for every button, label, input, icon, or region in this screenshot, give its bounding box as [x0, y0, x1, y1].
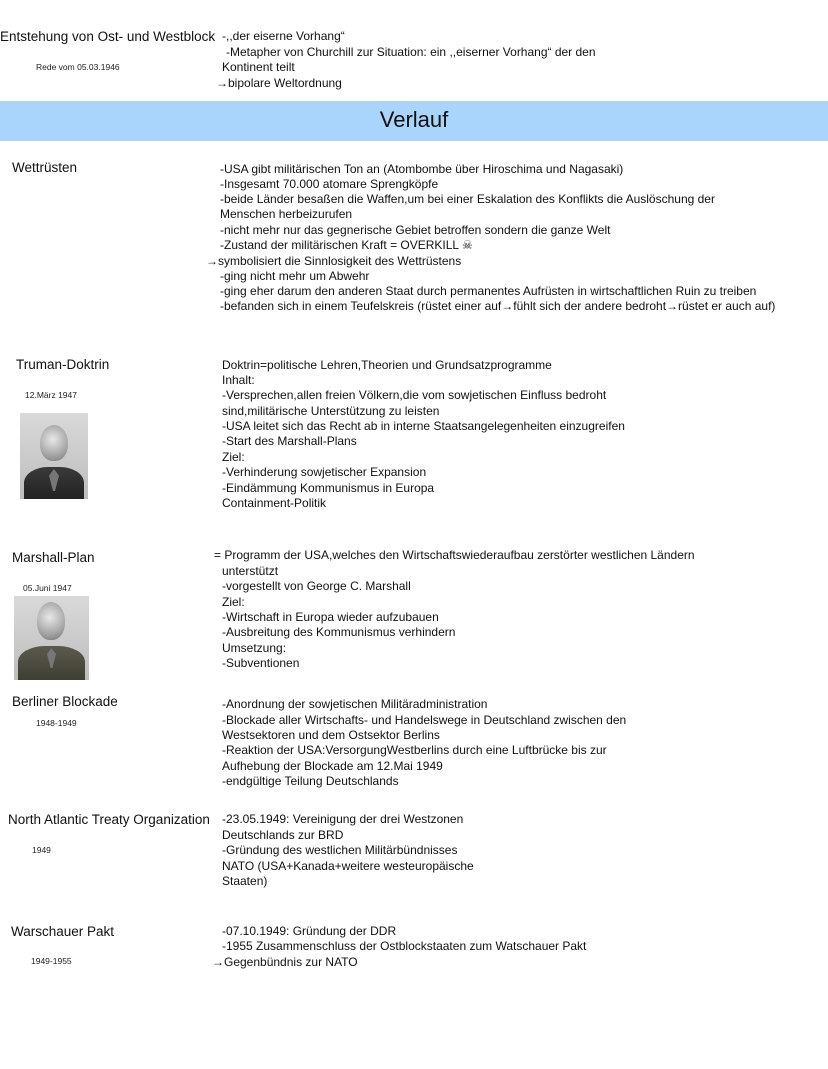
intro-date: Rede vom 05.03.1946 — [36, 62, 120, 72]
marshall-portrait — [14, 596, 89, 680]
section-line: Inhalt: — [222, 373, 255, 387]
section-line: →Gegenbündnis zur NATO — [212, 955, 358, 969]
section-line: -Anordnung der sowjetischen Militäradministration — [222, 697, 488, 711]
truman-portrait — [20, 413, 88, 499]
section-line: Staaten) — [222, 874, 268, 888]
section-line: Deutschlands zur BRD — [222, 828, 344, 842]
section-line: -Blockade aller Wirtschafts- und Handelswege in Deutschland zwischen den — [222, 713, 627, 727]
section-line: Umsetzung: — [222, 641, 287, 655]
section-date: 1949 — [32, 845, 51, 855]
section-line: -Ausbreitung des Kommunismus verhindern — [222, 625, 456, 639]
section-line: NATO (USA+Kanada+weitere westeuropäische — [222, 859, 474, 873]
section-line: -Insgesamt 70.000 atomare Sprengköpfe — [220, 177, 439, 191]
section-line: unterstützt — [222, 564, 279, 578]
section-line: -ging eher darum den anderen Staat durch permanentes Aufrüsten in wirtschaftlichen Ruin zu treiben — [220, 284, 757, 298]
section-line: -Versprechen,allen freien Völkern,die vom sowjetischen Einfluss bedroht — [222, 388, 607, 402]
section-date: 12.März 1947 — [25, 390, 77, 400]
section-line: -beide Länder besaßen die Waffen,um bei einer Eskalation des Konflikts die Auslöschung der — [220, 192, 715, 206]
section-line: sind,militärische Unterstützung zu leisten — [222, 404, 440, 418]
section-date: 05.Juni 1947 — [23, 583, 72, 593]
intro-line: →bipolare Weltordnung — [216, 76, 342, 90]
banner-title: Verlauf — [379, 107, 449, 132]
section-line: = Programm der USA,welches den Wirtschaftswiederaufbau zerstörter westlichen Ländern — [214, 548, 695, 562]
section-line: -23.05.1949: Vereinigung der drei Westzonen — [222, 812, 464, 826]
section-line: -Verhinderung sowjetischer Expansion — [222, 465, 427, 479]
section-line: -endgültige Teilung Deutschlands — [222, 774, 399, 788]
section-line: -USA gibt militärischen Ton an (Atombombe über Hiroschima und Nagasaki) — [220, 162, 624, 176]
intro-title: Entstehung von Ost- und Westblock — [0, 29, 216, 44]
section-line: Westsektoren und dem Ostsektor Berlins — [222, 728, 440, 742]
section-line: -ging nicht mehr um Abwehr — [220, 269, 370, 283]
section-title-truman-doktrin: Truman-Doktrin — [16, 357, 110, 372]
section-line: →symbolisiert die Sinnlosigkeit des Wettrüstens — [206, 254, 462, 268]
section-line: Containment-Politik — [222, 496, 327, 510]
section-line: Ziel: — [222, 450, 245, 464]
section-title-marshall-plan: Marshall-Plan — [12, 550, 95, 565]
section-line: -USA leitet sich das Recht ab in interne Staatsangelegenheiten einzugreifen — [222, 419, 625, 433]
section-line: -Eindämmung Kommunismus in Europa — [222, 481, 435, 495]
section-line: Menschen herbeizurufen — [220, 207, 353, 221]
section-line: -Wirtschaft in Europa wieder aufzubauen — [222, 610, 439, 624]
section-line: Aufhebung der Blockade am 12.Mai 1949 — [222, 759, 443, 773]
section-date: 1948-1949 — [36, 718, 77, 728]
section-line: -vorgestellt von George C. Marshall — [222, 579, 411, 593]
section-line: -1955 Zusammenschluss der Ostblockstaaten zum Watschauer Pakt — [222, 939, 587, 953]
intro-line: Kontinent teilt — [222, 60, 295, 74]
intro-line: -Metapher von Churchill zur Situation: ein ,,eiserner Vorhang“ der den — [226, 45, 596, 59]
section-date: 1949-1955 — [31, 956, 72, 966]
section-line: -Zustand der militärischen Kraft = OVERKILL ☠ — [220, 238, 473, 252]
section-title-berliner-blockade: Berliner Blockade — [12, 694, 118, 709]
section-title-wettruesten: Wettrüsten — [12, 160, 78, 175]
section-line: -nicht mehr nur das gegnerische Gebiet betroffen sondern die ganze Welt — [220, 223, 611, 237]
section-title-nato: North Atlantic Treaty Organization — [8, 812, 210, 827]
section-line: -befanden sich in einem Teufelskreis (rüstet einer auf→fühlt sich der andere bedroht→rüstet er auch auf) — [220, 299, 776, 313]
section-line: -07.10.1949: Gründung der DDR — [222, 924, 397, 938]
section-title-warschauer-pakt: Warschauer Pakt — [11, 924, 115, 939]
section-line: Doktrin=politische Lehren,Theorien und Grundsatzprogramme — [222, 358, 552, 372]
section-line: Ziel: — [222, 595, 245, 609]
intro-line: -,,der eiserne Vorhang“ — [222, 29, 345, 43]
section-line: -Reaktion der USA:VersorgungWestberlins durch eine Luftbrücke bis zur — [222, 743, 607, 757]
section-line: -Start des Marshall-Plans — [222, 434, 357, 448]
section-line: -Subventionen — [222, 656, 300, 670]
section-line: -Gründung des westlichen Militärbündnisses — [222, 843, 458, 857]
